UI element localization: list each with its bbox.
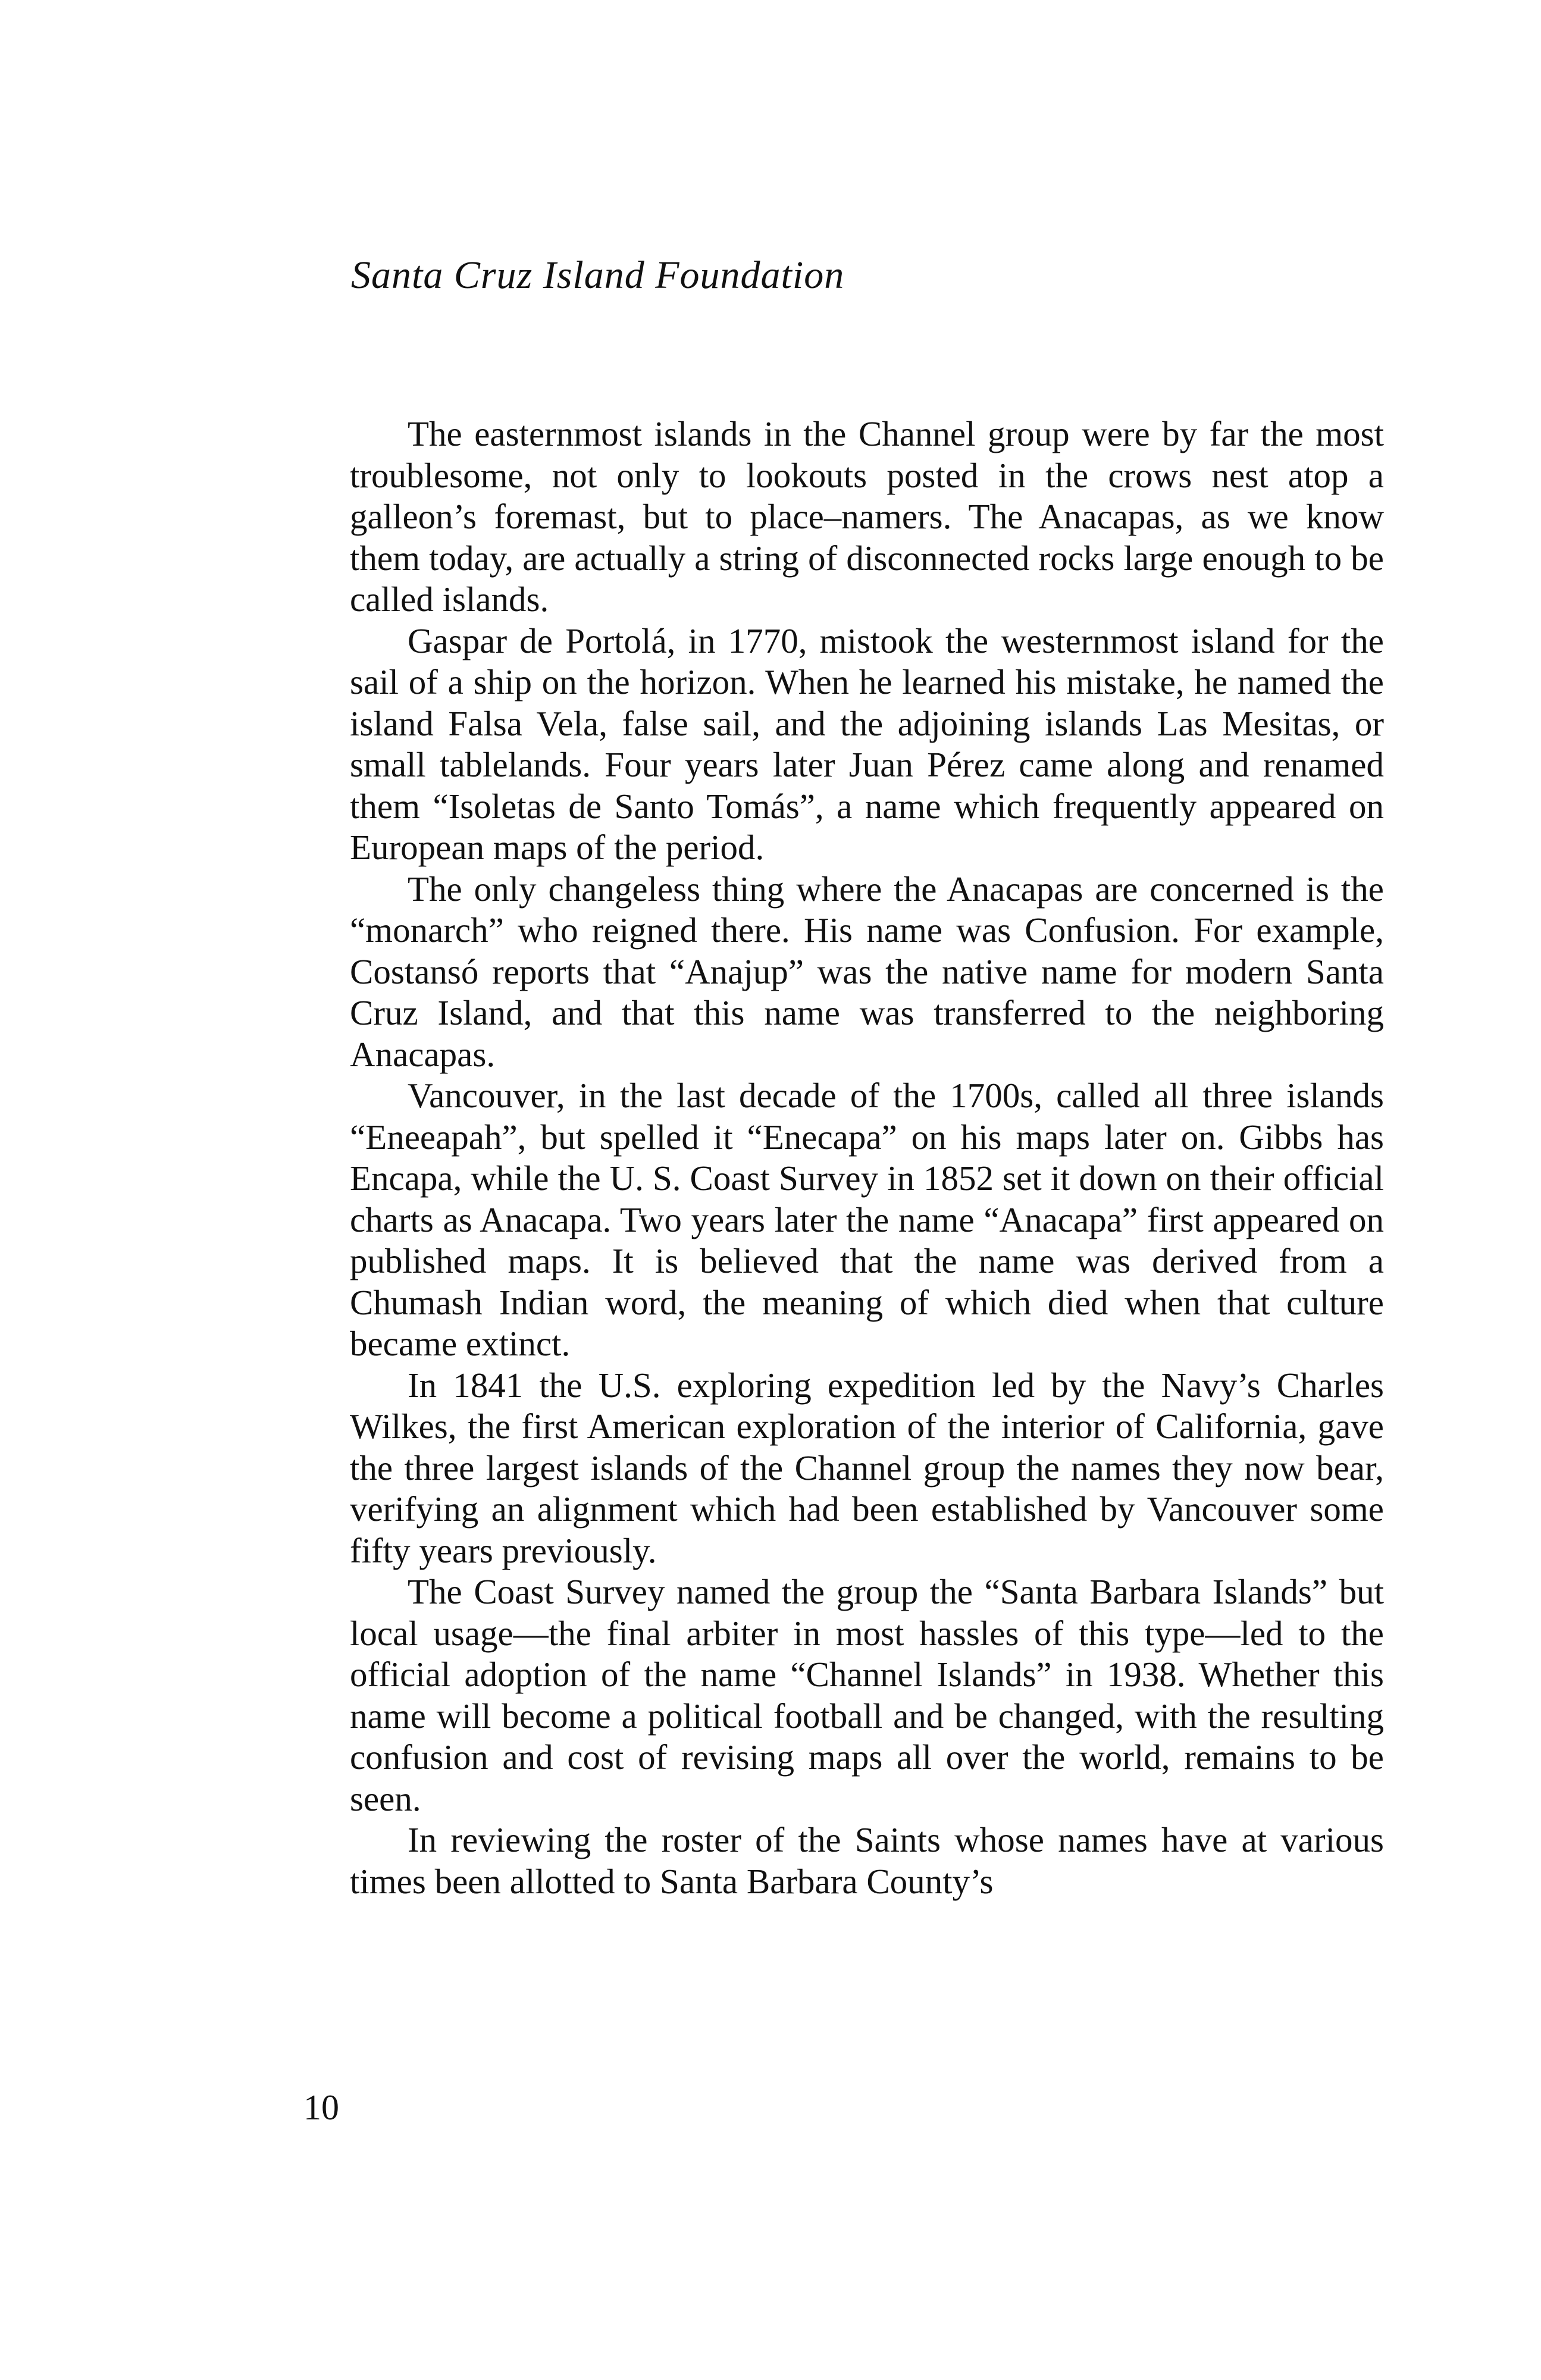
paragraph: In 1841 the U.S. exploring expedition led by the Navy’s Charles Wilkes, the first American exploration of the interior of California, gave the three largest islands of the Channel group the names they now bear, verifying an alignment which had been established by Vancouver some fifty years previously. (350, 1365, 1384, 1570)
body-text (350, 414, 1384, 1902)
paragraph: The easternmost islands in the Channel group were by far the most troublesome, not only to lookouts posted in the crows nest atop a galleon’s foremast, but to place–namers. The Anacapas, as we know them today, are actually a string of disconnected rocks large enough to be called islands. (350, 414, 1384, 619)
paragraph: The Coast Survey named the group the “Santa Barbara Islands” but local usage—the final arbiter in most hassles of this type—led to the official adoption of the name “Channel Islands” in 1938. Whether this name will become a political football and be changed, with the resulting confusion and cost of revising maps all over the world, remains to be seen. (350, 1572, 1384, 1818)
running-head: Santa Cruz Island Foundation (351, 253, 845, 297)
paragraph: In reviewing the roster of the Saints whose names have at various times been allotted to Santa Barbara County’s (350, 1820, 1384, 1901)
paragraph: The only changeless thing where the Anacapas are concerned is the “monarch” who reigned there. His name was Confusion. For example, Costansó reports that “Anajup” was the native name for modern Santa Cruz Island, and that this name was transferred to the neighboring Anacapas. (350, 869, 1384, 1074)
paragraph: Gaspar de Portolá, in 1770, mistook the westernmost island for the sail of a ship on the horizon. When he learned his mistake, he named the island Falsa Vela, false sail, and the adjoining islands Las Mesitas, or small tablelands. Four years later Juan Pérez came along and renamed them “Isoletas de Santo Tomás”, a name which frequently appeared on European maps of the period. (350, 621, 1384, 867)
page-number: 10 (303, 2088, 339, 2127)
paragraph: Vancouver, in the last decade of the 1700s, called all three islands “Eneeapah”, but spelled it “Enecapa” on his maps later on. Gibbs has Encapa, while the U. S. Coast Survey in 1852 set it down on their official charts as Anacapa. Two years later the name “Anacapa” first appeared on published maps. It is believed that the name was derived from a Chumash Indian word, the meaning of which died when that culture became extinct. (350, 1076, 1384, 1363)
